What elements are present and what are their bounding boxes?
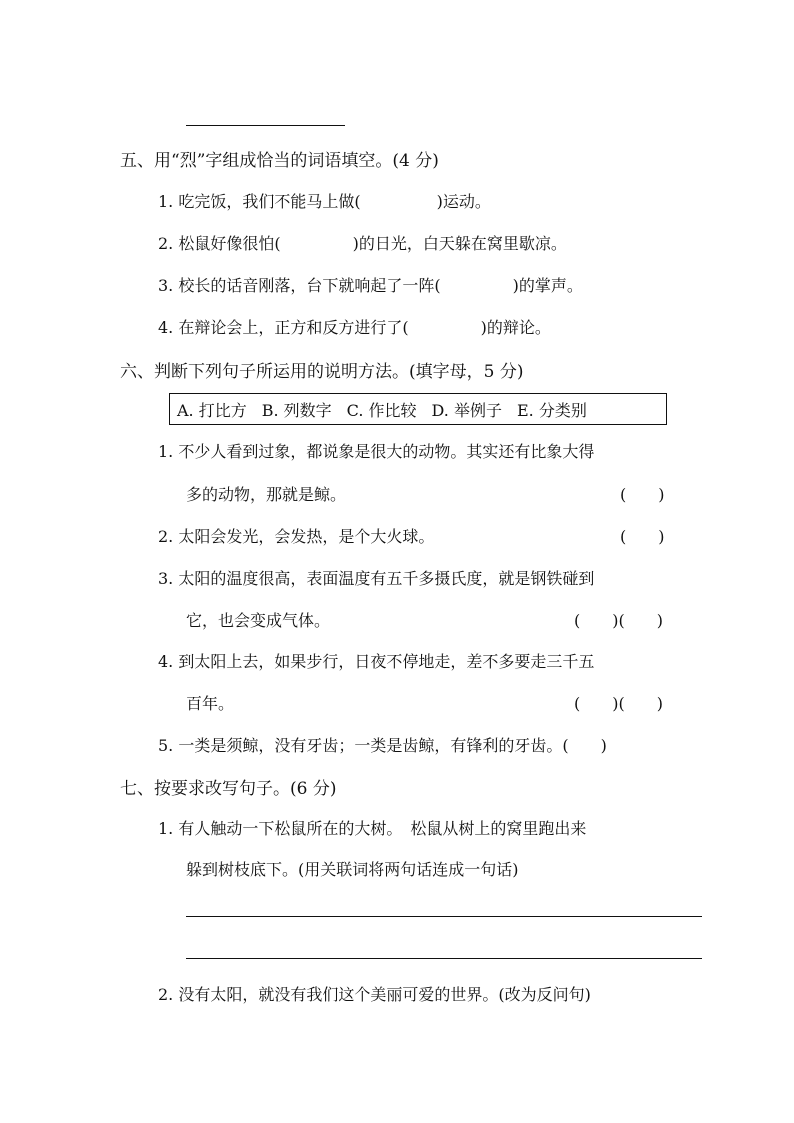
- question-6-4-cont: 百年。: [186, 694, 235, 713]
- question-7-1-cont: 躲到树枝底下。(用关联词将两句话连成一句话): [186, 860, 519, 879]
- question-number: 2.: [158, 985, 174, 1004]
- answer-paren[interactable]: ( ): [620, 485, 665, 504]
- question-number: 3.: [158, 276, 174, 295]
- question-text-post: )的掌声。: [512, 276, 583, 295]
- option-d: D. 举例子: [431, 400, 502, 420]
- question-5-2: [158, 231, 567, 254]
- question-text-pre: 吃完饭，我们不能马上做(: [178, 192, 361, 211]
- question-6-4: [158, 649, 594, 672]
- question-number: 1.: [158, 192, 174, 211]
- question-6-5: [158, 733, 607, 756]
- question-text: 太阳的温度很高，表面温度有五千多摄氏度，就是钢铁碰到: [178, 569, 595, 588]
- question-number: 1.: [158, 819, 174, 838]
- question-text-post: )的辩论。: [480, 318, 551, 337]
- question-number: 4.: [158, 318, 174, 337]
- question-text-pre: 在辩论会上，正方和反方进行了(: [178, 318, 409, 337]
- option-a: A. 打比方: [177, 400, 247, 420]
- question-text-post: )的日光，白天躲在窝里歇凉。: [352, 234, 567, 253]
- question-number: 2.: [158, 527, 174, 546]
- question-text-pre: 校长的话音刚落，台下就响起了一阵(: [178, 276, 441, 295]
- question-text-post: )运动。: [436, 192, 491, 211]
- answer-line-top[interactable]: [186, 125, 345, 126]
- section-7-title: 七、按要求改写句子。(6 分): [120, 779, 337, 799]
- question-number: 4.: [158, 652, 174, 671]
- question-text: 太阳会发光，会发热，是个大火球。: [178, 527, 435, 546]
- question-6-1-cont: 多的动物，那就是鲸。: [186, 485, 347, 504]
- question-text: 一类是须鲸，没有牙齿；一类是齿鲸，有锋利的牙齿。( ): [178, 736, 607, 755]
- answer-line[interactable]: [186, 958, 702, 959]
- question-number: 3.: [158, 569, 174, 588]
- question-number: 5.: [158, 736, 174, 755]
- option-e: E. 分类别: [516, 400, 587, 420]
- answer-paren[interactable]: ( )( ): [574, 694, 663, 713]
- question-5-3: [158, 273, 583, 296]
- question-6-1: [158, 439, 594, 462]
- question-text: 到太阳上去，如果步行，日夜不停地走，差不多要走三千五: [178, 652, 595, 671]
- answer-paren[interactable]: ( )( ): [574, 611, 663, 630]
- question-number: 1.: [158, 442, 174, 461]
- question-7-2: [158, 982, 591, 1005]
- question-5-1: [158, 189, 491, 212]
- option-b: B. 列数字: [261, 400, 332, 420]
- question-text: 不少人看到过象，都说象是很大的动物。其实还有比象大得: [178, 442, 595, 461]
- question-text: 有人触动一下松鼠所在的大树。 松鼠从树上的窝里跑出来: [178, 819, 587, 838]
- question-5-4: [158, 315, 551, 338]
- question-text-pre: 松鼠好像很怕(: [178, 234, 281, 253]
- option-c: C. 作比较: [346, 400, 417, 420]
- question-6-2: [158, 524, 434, 547]
- question-text: 没有太阳，就没有我们这个美丽可爱的世界。(改为反问句): [178, 985, 591, 1004]
- section-6-title: 六、判断下列句子所运用的说明方法。(填字母，5 分): [120, 362, 524, 382]
- section-5-title: 五、用“烈”字组成恰当的词语填空。(4 分): [120, 151, 439, 171]
- answer-line[interactable]: [186, 916, 702, 917]
- answer-paren[interactable]: ( ): [620, 527, 665, 546]
- options-box: [169, 393, 667, 425]
- question-6-3: [158, 566, 594, 589]
- question-6-3-cont: 它，也会变成气体。: [186, 611, 331, 630]
- question-7-1: [158, 816, 586, 839]
- question-number: 2.: [158, 234, 174, 253]
